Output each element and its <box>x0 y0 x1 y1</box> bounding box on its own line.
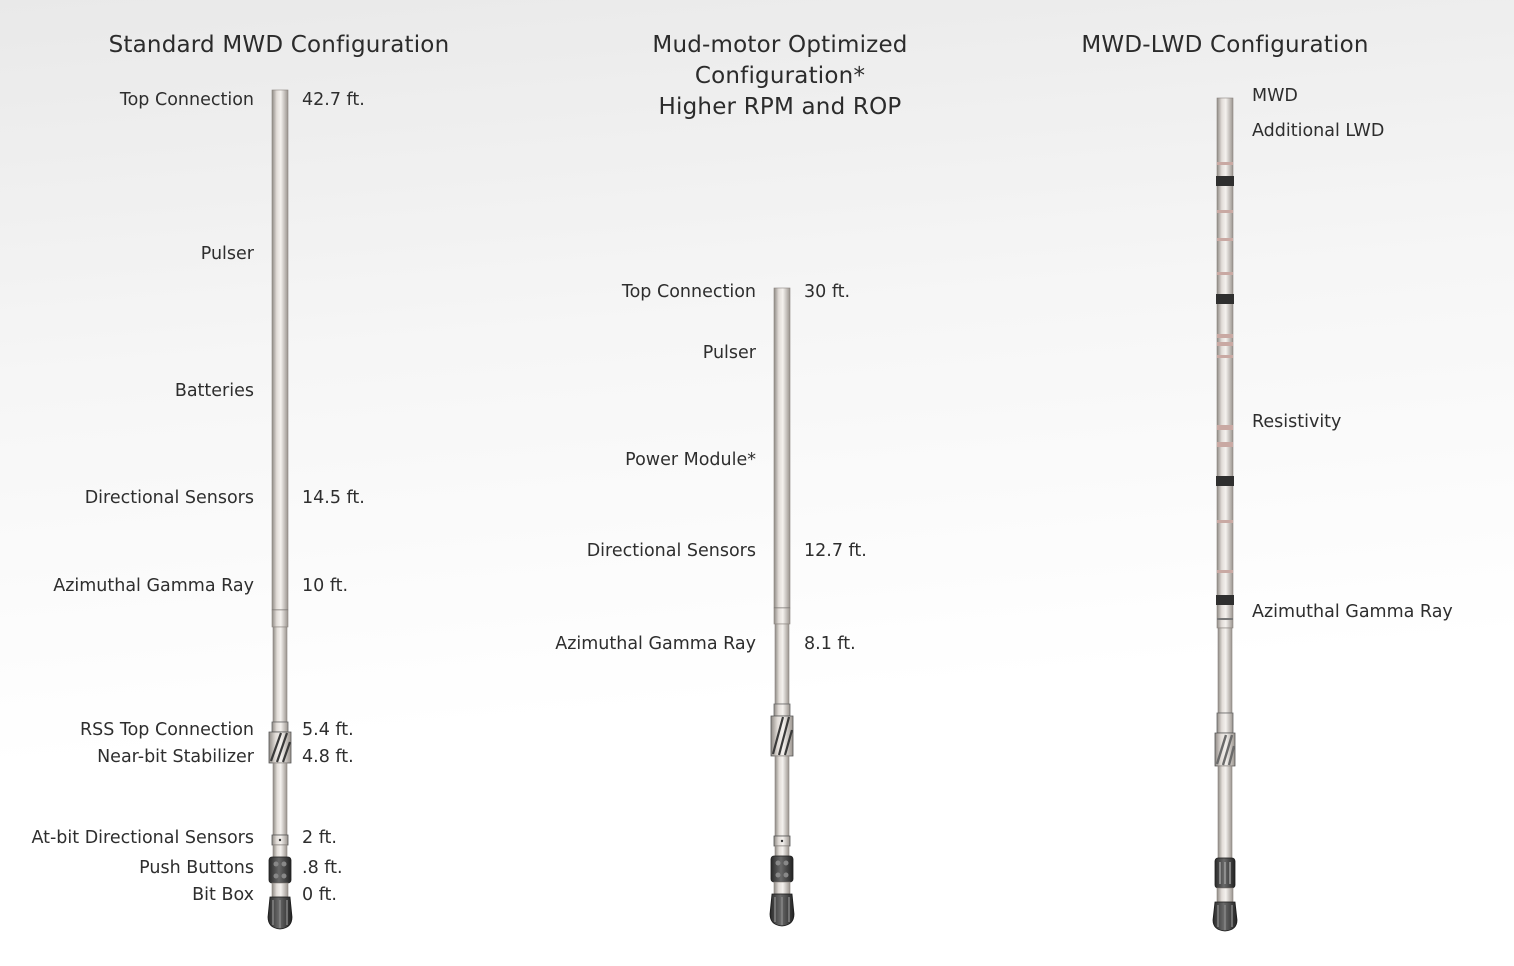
label-rss-top-connection: RSS Top Connection <box>79 720 254 740</box>
tool-collar <box>272 90 288 610</box>
rss-top-connection <box>272 722 288 732</box>
push-buttons <box>771 856 793 882</box>
mwd-lwd-title: MWD-LWD Configuration <box>1081 32 1369 58</box>
label-directional-sensors: Directional Sensors <box>84 488 254 508</box>
label-pulser: Pulser <box>702 343 756 363</box>
label-power-module: Power Module* <box>625 450 756 470</box>
depth-gamma: 10 ft. <box>302 576 349 596</box>
label-top-connection: Top Connection <box>621 282 756 302</box>
tool-section-lower <box>273 763 287 835</box>
label-top-connection: Top Connection <box>119 90 254 110</box>
depth-top: 42.7 ft. <box>302 90 365 110</box>
push-buttons <box>269 857 291 883</box>
label-resistivity: Resistivity <box>1252 412 1342 432</box>
tool-section-lower <box>1218 628 1232 713</box>
label-push-buttons: Push Buttons <box>139 858 254 878</box>
label-azimuthal-gamma-ray: Azimuthal Gamma Ray <box>1252 602 1453 622</box>
depth-gamma: 8.1 ft. <box>804 634 856 654</box>
mud-motor-title: Mud-motor Optimized Configuration* Higher RPM and ROP <box>652 32 908 120</box>
mud-motor-tool-string <box>764 280 800 940</box>
depth-stabilizer: 4.8 ft. <box>302 747 354 767</box>
depth-directional: 12.7 ft. <box>804 541 867 561</box>
label-directional-sensors: Directional Sensors <box>586 541 756 561</box>
label-at-bit-directional-sensors: At-bit Directional Sensors <box>31 828 254 848</box>
label-azimuthal-gamma-ray: Azimuthal Gamma Ray <box>53 576 254 596</box>
tool-collar <box>774 288 790 608</box>
mwd-lwd-tool-string <box>1207 90 1243 940</box>
label-near-bit-stabilizer: Near-bit Stabilizer <box>97 747 254 767</box>
depth-push-buttons: .8 ft. <box>302 858 343 878</box>
tool-joint <box>272 610 288 627</box>
depth-directional: 14.5 ft. <box>302 488 365 508</box>
label-mwd: MWD <box>1252 86 1298 106</box>
depth-rss-top: 5.4 ft. <box>302 720 354 740</box>
tool-section <box>273 627 287 722</box>
label-azimuthal-gamma-ray: Azimuthal Gamma Ray <box>555 634 756 654</box>
label-batteries: Batteries <box>174 381 254 401</box>
tool-section-lower <box>775 756 789 836</box>
depth-top: 30 ft. <box>804 282 851 302</box>
standard-mwd-tool-string <box>262 85 298 935</box>
depth-at-bit: 2 ft. <box>302 828 337 848</box>
depth-bit-box: 0 ft. <box>302 885 337 905</box>
label-bit-box: Bit Box <box>192 885 254 905</box>
label-additional-lwd: Additional LWD <box>1252 121 1385 141</box>
standard-mwd-title: Standard MWD Configuration <box>108 32 450 58</box>
label-pulser: Pulser <box>200 244 254 264</box>
tool-joint <box>774 608 790 624</box>
tool-section <box>775 624 789 704</box>
